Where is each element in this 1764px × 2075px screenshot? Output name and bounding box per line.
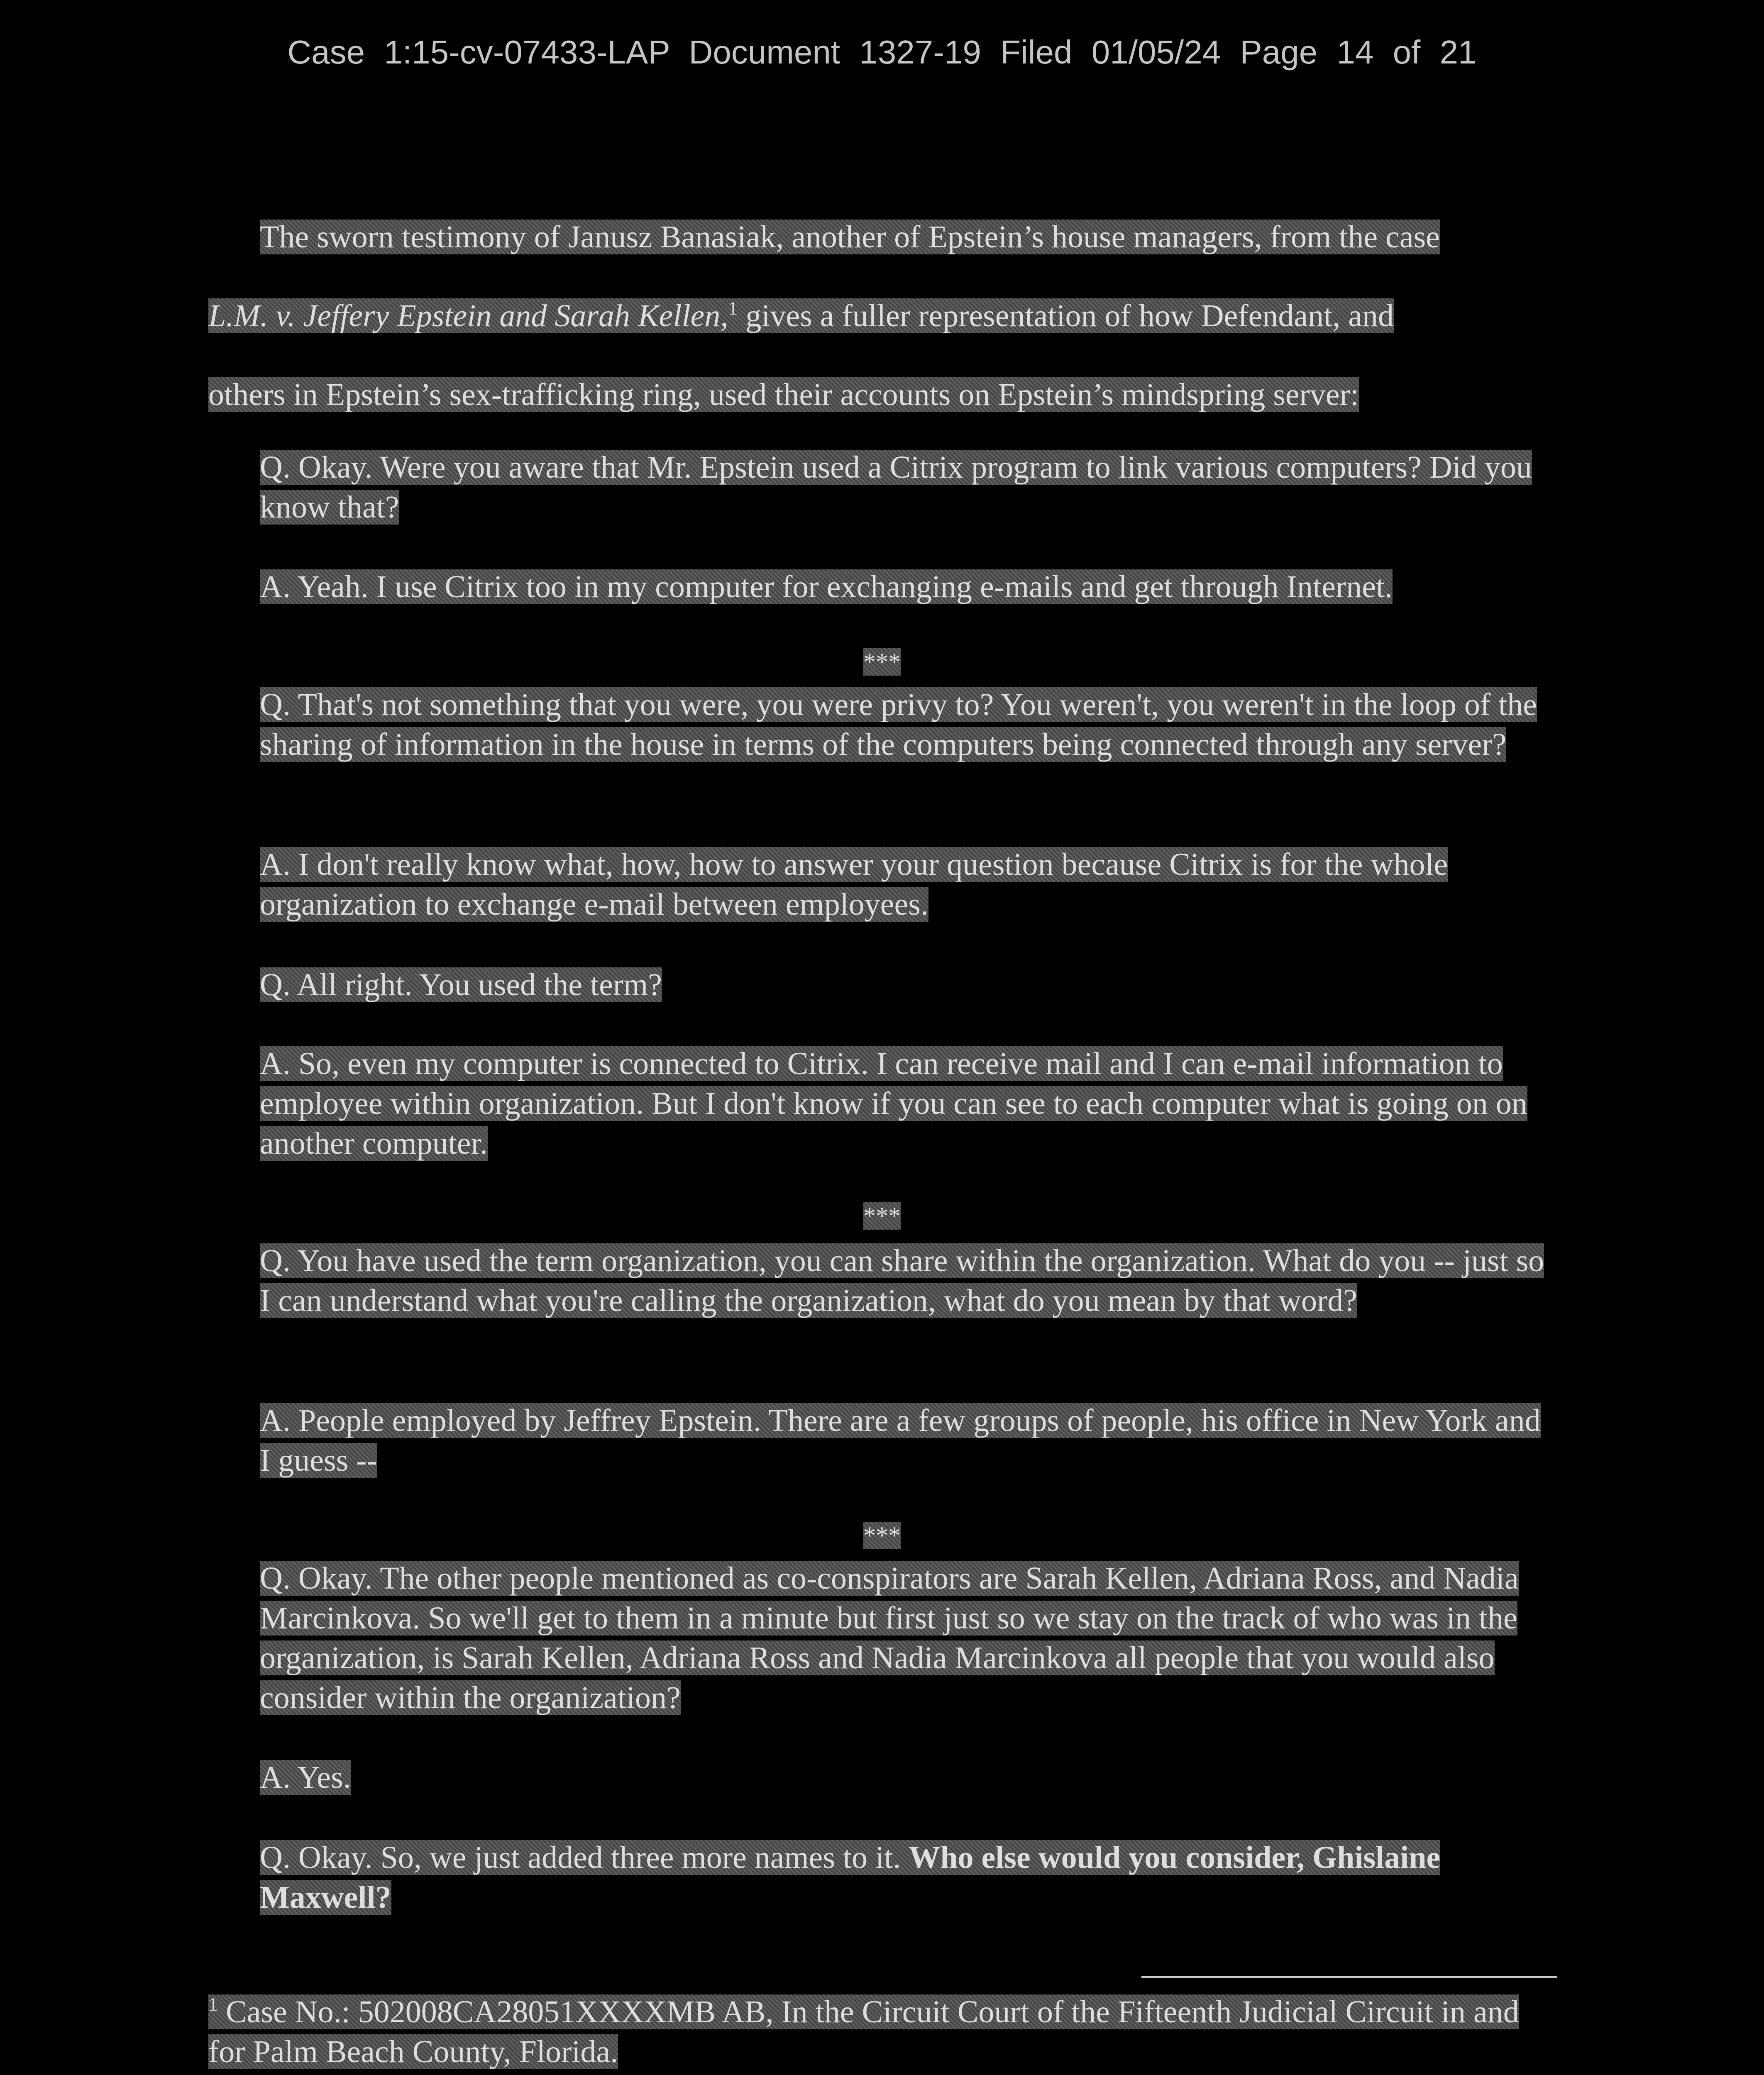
section-separator: *** (863, 1202, 901, 1230)
intro-line-1: The sworn testimony of Janusz Banasiak, another of Epstein’s house managers, from the case (260, 220, 1440, 254)
question-emphasis: Who else would you consider, Ghislaine Maxwell? (260, 1840, 1441, 1915)
section-separator: *** (863, 1522, 901, 1549)
intro-line-2-text: gives a fuller representation of how Defendant, and (745, 298, 1394, 333)
intro-line-3: others in Epstein’s sex-trafficking ring, used their accounts on Epstein’s mindspring server: (208, 377, 1359, 412)
intro-line-2 (208, 298, 1394, 333)
testimony-question: Q. You have used the term organization, you can share within the organization. What do you -- just so I can understand what you're calling the organization, what do you mean by that word? (260, 1243, 1544, 1318)
case-header (0, 33, 1764, 71)
testimony-answer: A. Yeah. I use Citrix too in my computer for exchanging e-mails and get through Internet. (260, 569, 1393, 604)
header-document-number: Document 1327-19 (689, 34, 981, 71)
header-filed-date: Filed 01/05/24 (1000, 34, 1221, 71)
testimony-question (260, 1838, 1557, 1917)
testimony-answer: A. People employed by Jeffrey Epstein. There are a few groups of people, his office in New York and I guess -- (260, 1403, 1541, 1478)
footnote-text: Case No.: 502008CA28051XXXXMB AB, In the Circuit Court of the Fifteenth Judicial Circuit in and for Palm Beach County, Florida. (208, 1994, 1519, 2069)
case-name: L.M. v. Jeffery Epstein and Sarah Kellen, (208, 298, 728, 333)
header-page-count: Page 14 of 21 (1240, 34, 1477, 71)
testimony-answer: A. I don't really know what, how, how to answer your question because Citrix is for the whole organization to exchange e-mail between employees. (260, 847, 1448, 922)
section-separator: *** (863, 648, 901, 676)
testimony-answer: A. Yes. (260, 1760, 351, 1795)
testimony-question: Q. Okay. The other people mentioned as co-conspirators are Sarah Kellen, Adriana Ross, and Nadia Marcinkova. So we'll get to them in a minute but first just so we stay on the track of who was in the organization, is Sarah Kellen, Adriana Ross and Nadia Marcinkova all people that you would also consider within the organization? (260, 1561, 1519, 1715)
question-text: Q. Okay. So, we just added three more names to it. (260, 1840, 901, 1875)
testimony-answer: A. So, even my computer is connected to Citrix. I can receive mail and I can e-mail information to employee within organization. But I don't know if you can see to each computer what is going on on another computer. (260, 1046, 1527, 1161)
intro-paragraph (208, 198, 1557, 434)
footnote-divider (1141, 1976, 1557, 1978)
footnote-reference: 1 (728, 298, 738, 319)
testimony-question: Q. All right. You used the term? (260, 967, 662, 1002)
footnote-marker: 1 (208, 1994, 218, 2015)
footnote (208, 1992, 1557, 2072)
testimony-question: Q. That's not something that you were, you were privy to? You weren't, you weren't in the loop of the sharing of information in the house in terms of the computers being connected through any server? (260, 687, 1537, 762)
header-case-number: Case 1:15-cv-07433-LAP (287, 34, 670, 71)
testimony-question: Q. Okay. Were you aware that Mr. Epstein used a Citrix program to link various computers? Did you know that? (260, 450, 1532, 525)
